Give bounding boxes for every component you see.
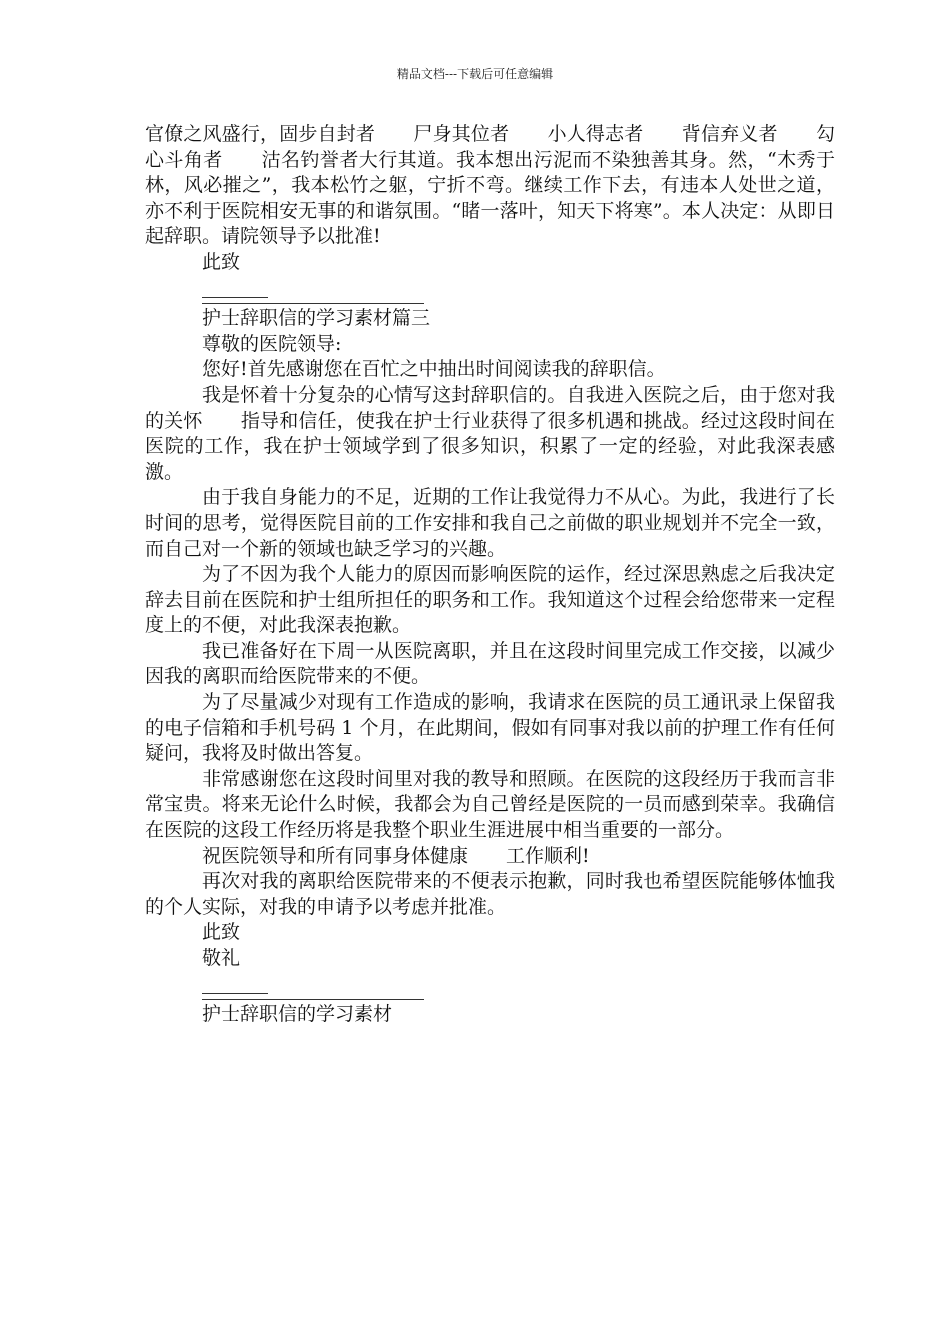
signature-line <box>202 972 268 998</box>
letter-paragraph: 再次对我的离职给医院带来的不便表示抱歉，同时我也希望医院能够体恤我的个人实际，对我的申请予以考虑并批准。 <box>145 870 835 918</box>
letter-paragraph: 我已准备好在下周一从医院离职，并且在这段时间里完成工作交接，以减少因我的离职而给医院带来的不便。 <box>145 639 835 688</box>
letter-paragraph: 祝医院领导和所有同事身体健康 工作顺利! <box>202 844 590 867</box>
letter-paragraph: 为了尽量减少对现有工作造成的影响，我请求在医院的员工通讯录上保留我的电子信箱和手机号码 1 个月，在此期间，假如有同事对我以前的护理工作有任何疑问，我将及时做出答复。 <box>145 691 835 765</box>
letter-paragraph: 由于我自身能力的不足，近期的工作让我觉得力不从心。为此，我进行了长时间的思考，觉得医院目前的工作安排和我自己之前做的职业规划并不完全一致，而自己对一个新的领域也缺乏学习的兴趣。 <box>145 486 835 560</box>
page-header: 精品文档---下载后可任意编辑 <box>396 67 554 81</box>
section-title: 护士辞职信的学习素材篇三 <box>202 307 431 330</box>
section-divider <box>202 303 424 304</box>
letter-paragraph: 您好!首先感谢您在百忙之中抽出时间阅读我的辞职信。 <box>202 358 666 381</box>
section-divider <box>202 999 424 1000</box>
closing-salutation: 此致 <box>202 250 241 273</box>
letter-paragraph: 非常感谢您在这段时间里对我的教导和照顾。在医院的这段经历于我而言非常宝贵。将来无论什么时候，我都会为自己曾经是医院的一员而感到荣幸。我确信在医院的这段工作经历将是我整个职业生涯进展中相当重要的一部分。 <box>145 767 835 842</box>
letter-greeting: 尊敬的医院领导: <box>202 332 342 355</box>
closing-salutation: 此致 <box>202 921 241 944</box>
closing-regards: 敬礼 <box>202 947 241 969</box>
letter-paragraph: 为了不因为我个人能力的原因而影响医院的运作，经过深思熟虑之后我决定辞去目前在医院和护士组所担任的职务和工作。我知道这个过程会给您带来一定程度上的不便，对此我深表抱歉。 <box>145 563 835 637</box>
document-body <box>145 122 835 1028</box>
resignation-paragraph: 官僚之风盛行，固步自封者 尸身其位者 小人得志者 背信弃义者 勾心斗角者 沽名钓誉者大行其道。我本想出污泥而不染独善其身。然，“木秀于林，风必摧之”，我本松竹之躯，宁折不弯。继续工作下去，有违本人处世之道，亦不利于医院相安无事的和谐氛围。“睹一落叶，知天下将寒”。本人决定：从即日起辞职。请院领导予以批准! <box>145 123 835 248</box>
section-title: 护士辞职信的学习素材 <box>202 1003 393 1026</box>
letter-paragraph: 我是怀着十分复杂的心情写这封辞职信的。自我进入医院之后，由于您对我的关怀 指导和信任，使我在护士行业获得了很多机遇和挑战。经过这段时间在医院的工作，我在护士领域学到了很多知识，积累了一定的经验，对此我深表感激。 <box>145 383 835 483</box>
signature-line <box>202 276 268 302</box>
